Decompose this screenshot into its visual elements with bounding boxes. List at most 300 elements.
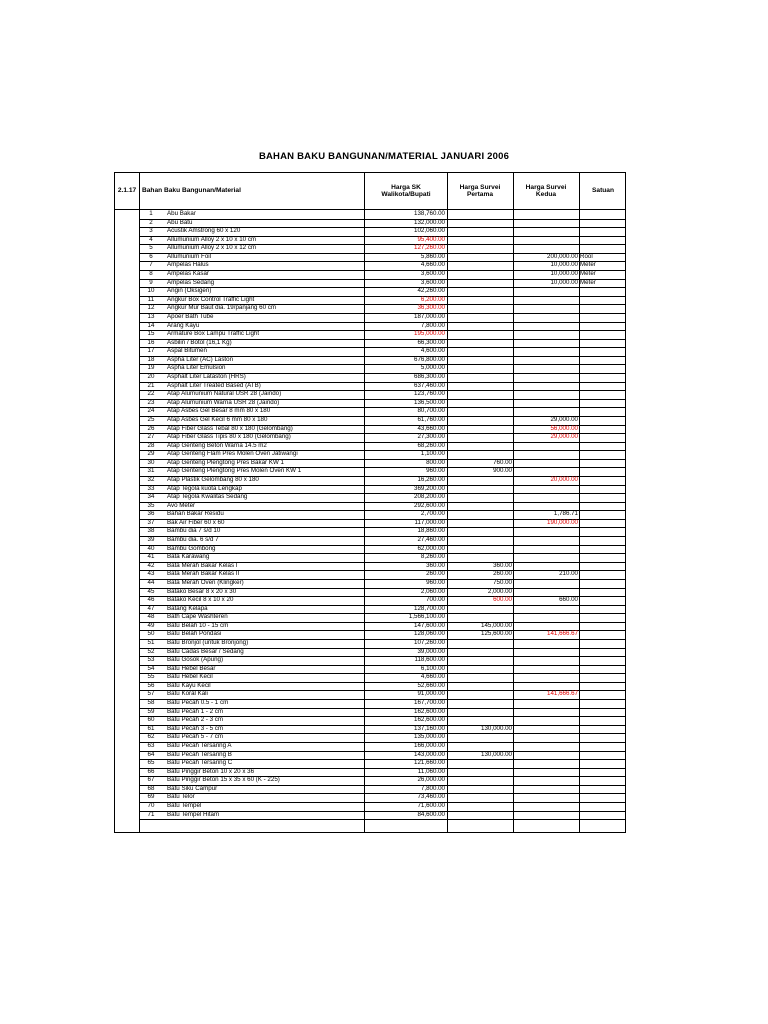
sk-price: 162,600.00 xyxy=(414,707,445,715)
sk-price: 39,000.00 xyxy=(417,647,445,655)
material-name: Atap Genteng Plengtong Pres Molen Oven KW 1 xyxy=(167,467,302,475)
unit: Rool xyxy=(580,252,593,260)
row-number: 19 xyxy=(147,364,155,372)
table-row xyxy=(139,296,626,305)
table-row xyxy=(139,467,626,476)
table-row xyxy=(139,665,626,674)
row-number: 51 xyxy=(147,639,155,646)
sk-price: 260.00 xyxy=(426,570,445,578)
table-row xyxy=(139,588,626,597)
row-number: 56 xyxy=(147,681,155,689)
row-divider xyxy=(139,819,364,820)
table-row xyxy=(139,768,626,777)
material-name: Ampelas Kasar xyxy=(167,270,209,278)
material-name: Asphalt Liter Treated Based (ATB) xyxy=(167,381,261,389)
row-number: 32 xyxy=(147,475,155,483)
sk-price: 66,300.00 xyxy=(417,338,445,346)
material-name: Batu Bronjol (untuk Bronjong) xyxy=(167,639,249,646)
row-number: 54 xyxy=(147,664,155,672)
row-number: 71 xyxy=(147,810,155,818)
table-row xyxy=(139,673,626,682)
sk-price: 137,160.00 xyxy=(414,724,445,732)
sk-price: 166,000.00 xyxy=(414,741,445,749)
row-number: 65 xyxy=(147,759,155,767)
material-name: Batu Belah 10 - 15 cm xyxy=(167,621,229,629)
sk-price: 208,200.00 xyxy=(414,493,445,501)
row-number: 16 xyxy=(147,338,155,346)
row-number: 23 xyxy=(147,398,155,406)
row-number: 7 xyxy=(149,261,153,269)
table-row xyxy=(139,390,626,399)
row-number: 2 xyxy=(149,218,153,226)
survey-1-price: 130,000.00 xyxy=(481,724,512,732)
row-number: 36 xyxy=(147,510,155,518)
row-number: 22 xyxy=(147,390,155,398)
sk-price: 127,260.00 xyxy=(414,244,445,252)
survey-1-price: 750.00 xyxy=(493,578,512,586)
sk-price: 8,260.00 xyxy=(420,553,445,561)
row-number: 3 xyxy=(149,227,153,235)
row-number: 21 xyxy=(147,381,155,389)
sk-price: 292,600.00 xyxy=(414,501,445,509)
row-number: 12 xyxy=(147,304,155,312)
sk-price: 143,000.00 xyxy=(414,750,445,758)
material-name: Atap Tegola kuota Lengkap xyxy=(167,484,242,492)
header-sk-price: Harga SK Walikota/Bupati xyxy=(381,183,431,198)
material-name: Batu Belah Pondasi xyxy=(167,630,222,638)
table-row xyxy=(139,442,626,451)
survey-1-price: 360.00 xyxy=(493,561,512,569)
material-name: Angkur Box Control Traffic Light xyxy=(167,295,255,303)
row-number: 59 xyxy=(147,707,155,715)
row-number: 67 xyxy=(147,776,155,784)
sk-price: 2,060.00 xyxy=(420,587,445,595)
survey-2-price: 10,000.00 xyxy=(550,261,578,269)
table-row xyxy=(139,322,626,331)
material-name: Abu Bakar xyxy=(167,210,196,217)
table-row xyxy=(139,493,626,502)
table-row xyxy=(139,613,626,622)
row-number: 44 xyxy=(147,578,155,586)
row-number: 35 xyxy=(147,501,155,509)
table-row xyxy=(139,759,626,768)
sk-price: 162,600.00 xyxy=(414,716,445,724)
sk-price: 4,660.00 xyxy=(420,261,445,269)
material-name: Batu Pinggir Beton 10 x 20 x 36 xyxy=(167,767,255,775)
table-row xyxy=(139,811,626,820)
sk-price: 5,000.00 xyxy=(420,364,445,372)
material-name: Batu Kayu Kecil xyxy=(167,681,211,689)
row-number: 58 xyxy=(147,699,155,707)
material-name: Avo Meter xyxy=(167,501,196,509)
sk-price: 5,860.00 xyxy=(420,252,445,260)
row-divider xyxy=(364,819,447,820)
table-row xyxy=(139,545,626,554)
unit: Meter xyxy=(580,261,596,269)
table-row xyxy=(139,742,626,751)
sk-price: 128,060.00 xyxy=(414,630,445,638)
row-number: 64 xyxy=(147,750,155,758)
table-row xyxy=(139,236,626,245)
table-row xyxy=(139,733,626,742)
sk-price: 123,760.00 xyxy=(414,390,445,398)
table-row xyxy=(139,708,626,717)
sk-price: 800.00 xyxy=(426,458,445,466)
survey-2-price: 141,666.67 xyxy=(547,630,578,638)
material-name: Bata Merah Bakar Kelas II xyxy=(167,570,240,578)
material-name: Allumunium Alloy 2 x 10 x 10 cm xyxy=(167,235,257,243)
material-name: Batu Cadas Besar / Sedang xyxy=(167,647,244,655)
table-row xyxy=(139,519,626,528)
row-number: 66 xyxy=(147,767,155,775)
table-row xyxy=(139,219,626,228)
sk-price: 637,460.00 xyxy=(414,381,445,389)
row-number: 11 xyxy=(147,295,155,303)
row-number: 60 xyxy=(147,716,155,724)
sk-price: 11,060.00 xyxy=(417,767,445,775)
table-row xyxy=(139,536,626,545)
row-number: 25 xyxy=(147,415,155,423)
row-number: 42 xyxy=(147,561,155,569)
price-table xyxy=(114,172,626,833)
sk-price: 4,600.00 xyxy=(420,347,445,355)
header-section-code: 2.1.17 xyxy=(117,187,137,195)
material-name: Atap Alumunium Natural USR 28 (Jaindo) xyxy=(167,390,282,398)
sk-price: 676,800.00 xyxy=(414,355,445,363)
table-row xyxy=(139,570,626,579)
row-number: 49 xyxy=(147,621,155,629)
sk-price: 91,000.00 xyxy=(417,690,445,698)
row-number: 69 xyxy=(147,793,155,801)
row-number: 28 xyxy=(147,441,155,449)
row-number: 52 xyxy=(147,647,155,655)
material-name: Aspal Bitumen xyxy=(167,347,207,355)
material-name: Atap Asbes Gel Besar 8 mm 80 x 180 xyxy=(167,407,271,415)
material-name: Bata Merah Oven (Klingker) xyxy=(167,578,244,586)
material-name: Batu Pinggir Beton 15 x 35 x 60 (K - 225) xyxy=(167,776,280,784)
sk-price: 121,660.00 xyxy=(414,759,445,767)
row-number: 37 xyxy=(147,518,155,526)
table-row xyxy=(139,476,626,485)
table-row xyxy=(139,399,626,408)
sk-price: 960.00 xyxy=(426,578,445,586)
material-name: Bahan Bakar Residu xyxy=(167,510,224,518)
sk-price: 7,800.00 xyxy=(420,784,445,792)
survey-2-price: 20,000.00 xyxy=(550,475,578,483)
material-name: Batu Hebel Besar xyxy=(167,664,216,672)
row-divider xyxy=(579,819,626,820)
material-name: Allumunium Alloy 2 x 10 x 12 cm xyxy=(167,244,257,252)
row-number: 27 xyxy=(147,433,155,441)
table-row xyxy=(139,716,626,725)
material-name: Apoer Bath Tube xyxy=(167,312,214,320)
row-number: 8 xyxy=(149,270,153,278)
table-row xyxy=(139,407,626,416)
sk-price: 7,800.00 xyxy=(420,321,445,329)
table-row xyxy=(139,450,626,459)
sk-price: 26,000.00 xyxy=(417,776,445,784)
material-name: Batu Tempel xyxy=(167,802,202,810)
table-row xyxy=(139,596,626,605)
table-row xyxy=(139,579,626,588)
material-name: Acustik Amstrong 60 x 120 xyxy=(167,227,241,235)
row-divider xyxy=(513,819,579,820)
table-row xyxy=(139,227,626,236)
table-row xyxy=(139,751,626,760)
header-material: Bahan Baku Bangunan/Material xyxy=(142,187,241,195)
material-name: Batu Gosok (Apung) xyxy=(167,656,224,664)
table-row xyxy=(139,648,626,657)
material-name: Ampelas Sedang xyxy=(167,278,215,286)
material-name: Batako Besar 8 x 20 x 30 xyxy=(167,587,237,595)
row-number: 38 xyxy=(147,527,155,535)
material-name: Bambu dia 7 s/d 10 xyxy=(167,527,221,535)
material-name: Atap Fiber Glass Tipis 80 x 180 (Gelombang) xyxy=(167,433,291,441)
table-row xyxy=(139,364,626,373)
sk-price: 16,260.00 xyxy=(417,475,445,483)
table-row xyxy=(139,485,626,494)
row-number: 1 xyxy=(149,210,153,217)
row-number: 18 xyxy=(147,355,155,363)
sk-price: 3,600.00 xyxy=(420,270,445,278)
row-number: 17 xyxy=(147,347,155,355)
sk-price: 4,660.00 xyxy=(420,673,445,681)
table-row xyxy=(139,656,626,665)
table-row xyxy=(139,416,626,425)
table-row xyxy=(139,699,626,708)
table-row xyxy=(139,639,626,648)
survey-2-price: 29,000.00 xyxy=(550,433,578,441)
material-name: Aspha Liter Emulsion xyxy=(167,364,226,372)
material-name: Batu Pecah Tersaring A xyxy=(167,741,232,749)
row-number: 50 xyxy=(147,630,155,638)
table-row xyxy=(139,802,626,811)
sk-price: 167,700.00 xyxy=(414,699,445,707)
row-number: 30 xyxy=(147,458,155,466)
row-number: 46 xyxy=(147,596,155,604)
sk-price: 2,700.00 xyxy=(420,510,445,518)
sk-price: 700.00 xyxy=(426,596,445,604)
survey-1-price: 760.00 xyxy=(493,458,512,466)
row-number: 68 xyxy=(147,784,155,792)
material-name: Asphalt Liter Lataston (HRS) xyxy=(167,373,246,381)
sk-price: 52,660.00 xyxy=(417,681,445,689)
material-name: Atap Asbes Gel Kecil 6 mm 80 x 180 xyxy=(167,415,268,423)
sk-price: 42,260.00 xyxy=(417,287,445,295)
sk-price: 62,000.00 xyxy=(417,544,445,552)
table-row xyxy=(139,690,626,699)
row-number: 33 xyxy=(147,484,155,492)
table-row xyxy=(139,253,626,262)
material-name: Ampelas Halus xyxy=(167,261,209,269)
row-number: 43 xyxy=(147,570,155,578)
survey-1-price: 260.00 xyxy=(493,570,512,578)
table-row xyxy=(139,382,626,391)
table-row xyxy=(139,553,626,562)
material-name: Batu Hebel Kecil xyxy=(167,673,213,681)
sk-price: 102,060.00 xyxy=(414,227,445,235)
row-number: 29 xyxy=(147,450,155,458)
table-row xyxy=(139,339,626,348)
material-name: Bambu dia. 6 s/d 7 xyxy=(167,536,219,544)
table-row xyxy=(139,373,626,382)
survey-1-price: 900.00 xyxy=(493,467,512,475)
sk-price: 1,566,100.00 xyxy=(408,613,445,621)
table-row xyxy=(139,279,626,288)
row-number: 14 xyxy=(147,321,155,329)
table-row xyxy=(139,622,626,631)
row-number: 34 xyxy=(147,493,155,501)
header-unit: Satuan xyxy=(592,187,614,195)
row-number: 4 xyxy=(149,235,153,243)
row-number: 62 xyxy=(147,733,155,741)
material-name: Arang Kayu xyxy=(167,321,200,329)
sk-price: 18,860.00 xyxy=(417,527,445,535)
table-row xyxy=(139,270,626,279)
row-number: 57 xyxy=(147,690,155,698)
material-name: Abu Batu xyxy=(167,218,193,226)
sk-price: 73,460.00 xyxy=(417,793,445,801)
material-name: Batu Pecah 1 - 2 cm xyxy=(167,707,224,715)
material-name: Batu Pecah Tersaring C xyxy=(167,759,233,767)
sk-price: 117,000.00 xyxy=(414,518,445,526)
survey-2-price: 141,666.67 xyxy=(547,690,578,698)
row-number: 45 xyxy=(147,587,155,595)
material-name: Batu Tempel Hitam xyxy=(167,810,220,818)
sk-price: 84,600.00 xyxy=(417,810,445,818)
sk-price: 187,000.00 xyxy=(414,312,445,320)
row-number: 6 xyxy=(149,252,153,260)
row-number: 31 xyxy=(147,467,155,475)
row-number: 5 xyxy=(149,244,153,252)
sk-price: 960.00 xyxy=(426,467,445,475)
table-row xyxy=(139,433,626,442)
material-name: Batu Siku Campur xyxy=(167,784,218,792)
table-row xyxy=(139,793,626,802)
material-name: Atap Genteng Flam Pres Molen Oven Jatiwangi xyxy=(167,450,298,458)
unit: Meter xyxy=(580,270,596,278)
row-number: 10 xyxy=(147,287,155,295)
row-number: 13 xyxy=(147,312,155,320)
table-row xyxy=(139,510,626,519)
material-name: Atap Plastik Gelombang 80 x 180 xyxy=(167,475,259,483)
table-row xyxy=(139,210,626,219)
sk-price: 118,600.00 xyxy=(414,656,445,664)
table-row xyxy=(139,287,626,296)
sk-price: 1,100.00 xyxy=(420,450,445,458)
material-name: Batu Pecah Tersaring B xyxy=(167,750,232,758)
material-name: Armature Box Lampu Traffic Light xyxy=(167,330,260,338)
table-row xyxy=(139,630,626,639)
material-name: Angin (Oksigen) xyxy=(167,287,212,295)
row-number: 20 xyxy=(147,373,155,381)
row-number: 39 xyxy=(147,536,155,544)
survey-2-price: 10,000.00 xyxy=(550,278,578,286)
sk-price: 43,660.00 xyxy=(417,424,445,432)
sk-price: 68,260.00 xyxy=(417,441,445,449)
row-number: 40 xyxy=(147,544,155,552)
row-number: 9 xyxy=(149,278,153,286)
survey-2-price: 1,786.71 xyxy=(553,510,578,518)
sk-price: 147,600.00 xyxy=(414,621,445,629)
material-name: Bath Cape Washteren xyxy=(167,613,228,621)
survey-2-price: 29,000.00 xyxy=(550,415,578,423)
row-number: 70 xyxy=(147,802,155,810)
row-number: 15 xyxy=(147,330,155,338)
material-name: Angkur Mur Baut dia. 19/panjang 60 cm xyxy=(167,304,277,312)
sk-price: 80,700.00 xyxy=(417,407,445,415)
row-number: 61 xyxy=(147,724,155,732)
survey-2-price: 210.00 xyxy=(559,570,578,578)
material-name: Atap Alumunium Warna USR 28 (Jaindo) xyxy=(167,398,280,406)
unit: Meter xyxy=(580,278,596,286)
material-name: Batu Koral Kali xyxy=(167,690,208,698)
material-name: Asbilin / Botol (16,1 Kg) xyxy=(167,338,232,346)
table-row xyxy=(139,682,626,691)
row-number: 55 xyxy=(147,673,155,681)
survey-1-price: 600.00 xyxy=(493,596,512,604)
survey-1-price: 145,000.00 xyxy=(481,621,512,629)
material-name: Batu Pecah 5 - 7 cm xyxy=(167,733,224,741)
table-row xyxy=(139,425,626,434)
sk-price: 686,300.00 xyxy=(414,373,445,381)
table-row xyxy=(139,776,626,785)
survey-2-price: 660.00 xyxy=(559,596,578,604)
table-row xyxy=(139,785,626,794)
sk-price: 3,600.00 xyxy=(420,278,445,286)
table-row xyxy=(139,725,626,734)
survey-2-price: 56,000.00 xyxy=(550,424,578,432)
table-row xyxy=(139,313,626,322)
material-name: Atap Genteng Beton Warna 14.5 m2 xyxy=(167,441,267,449)
sk-price: 136,500.00 xyxy=(414,398,445,406)
table-row xyxy=(139,244,626,253)
row-number: 47 xyxy=(147,604,155,612)
survey-1-price: 130,000.00 xyxy=(481,750,512,758)
sk-price: 36,300.00 xyxy=(417,304,445,312)
material-name: Bata Karawang xyxy=(167,553,210,561)
sk-price: 195,000.00 xyxy=(414,330,445,338)
row-number: 26 xyxy=(147,424,155,432)
material-name: Bambu Gombong xyxy=(167,544,216,552)
material-name: Aspha Liter (AC) Laston xyxy=(167,355,234,363)
sk-price: 27,300.00 xyxy=(417,433,445,441)
table-row xyxy=(139,304,626,313)
row-number: 63 xyxy=(147,741,155,749)
sk-price: 135,000.00 xyxy=(414,733,445,741)
table-row xyxy=(139,261,626,270)
sk-price: 6,200.00 xyxy=(420,295,445,303)
sk-price: 369,200.00 xyxy=(414,484,445,492)
sk-price: 71,600.00 xyxy=(417,802,445,810)
table-row xyxy=(139,347,626,356)
sk-price: 27,460.00 xyxy=(417,536,445,544)
material-name: Bak Air Fiber 60 x 60 xyxy=(167,518,225,526)
material-name: Batu Pecah 3 - 5 cm xyxy=(167,724,224,732)
sk-price: 360.00 xyxy=(426,561,445,569)
row-number: 48 xyxy=(147,613,155,621)
header-survey-1: Harga Survei Pertama xyxy=(459,183,501,198)
table-row xyxy=(139,356,626,365)
material-name: Atap Tegola Kwalitas Sedang xyxy=(167,493,248,501)
sk-price: 128,700.00 xyxy=(414,604,445,612)
survey-1-price: 2,000.00 xyxy=(487,587,512,595)
table-row xyxy=(139,605,626,614)
sk-price: 61,760.00 xyxy=(417,415,445,423)
table-row xyxy=(139,330,626,339)
sk-price: 6,100.00 xyxy=(420,664,445,672)
sk-price: 138,760.00 xyxy=(414,210,445,217)
